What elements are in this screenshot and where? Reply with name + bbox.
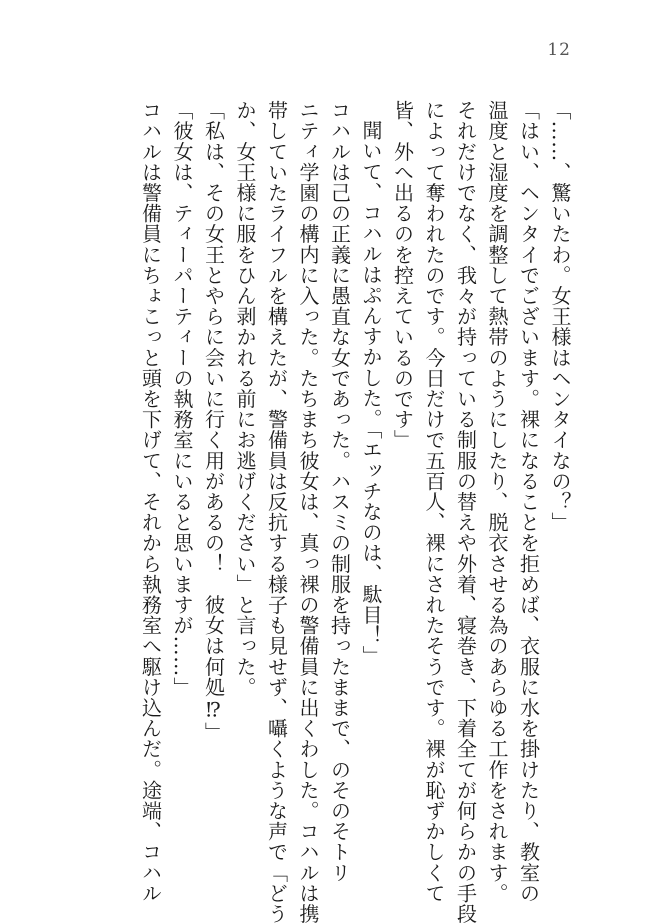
page-number: 12: [547, 40, 571, 60]
text-line: か、女王様に服をひん剥かれる前にお逃げください」と言った。: [233, 100, 257, 698]
text-line: コハルは己の正義に愚直な女であった。ハスミの制服を持ったままで、のそのそトリ: [327, 100, 352, 883]
text-line: コハルは警備員にちょこっと頭を下げて、それから執務室へ駆け込んだ。途端、コハル: [138, 100, 163, 904]
text-line: 「彼女は、ティーパーティーの執務室にいると思いますが……」: [170, 100, 194, 698]
text-line: それだけでなく、我々が持っている制服の替えや外着、寝巻き、下着全てが何らかの手段: [453, 100, 478, 924]
text-line: 帯していたライフルを構えたが、警備員は反抗する様子も見せず、囁くような声で「どう: [264, 100, 289, 924]
text-line: 「私は、その女王とやらに会いに行く用があるの！ 彼女は何処⁉」: [201, 100, 226, 743]
text-line: によって奪われたのです。今日だけで五百人、裸にされたそうです。裸が恥ずかしくて: [422, 100, 446, 904]
text-line: 温度と湿度を調整して熱帯のようにしたり、脱衣させる為のあらゆる工作をされます。: [485, 100, 509, 904]
text-line: 「……、驚いたわ。女王様はヘンタイなの？」: [548, 100, 572, 533]
vertical-text-body: [134, 100, 575, 924]
text-line: 「はい、ヘンタイでございます。裸になることを拒めば、衣服に水を掛けたり、教室の: [516, 100, 541, 904]
text-line: ニティ学園の構内に入った。たちまち彼女は、真っ裸の警備員に出くわした。コハルは携: [296, 100, 320, 924]
text-line: 聞いて、コハルはぷんすかした。「エッチなのは、駄目！」: [359, 120, 383, 667]
text-line: 皆、外へ出るのを控えているのです」: [390, 100, 415, 451]
